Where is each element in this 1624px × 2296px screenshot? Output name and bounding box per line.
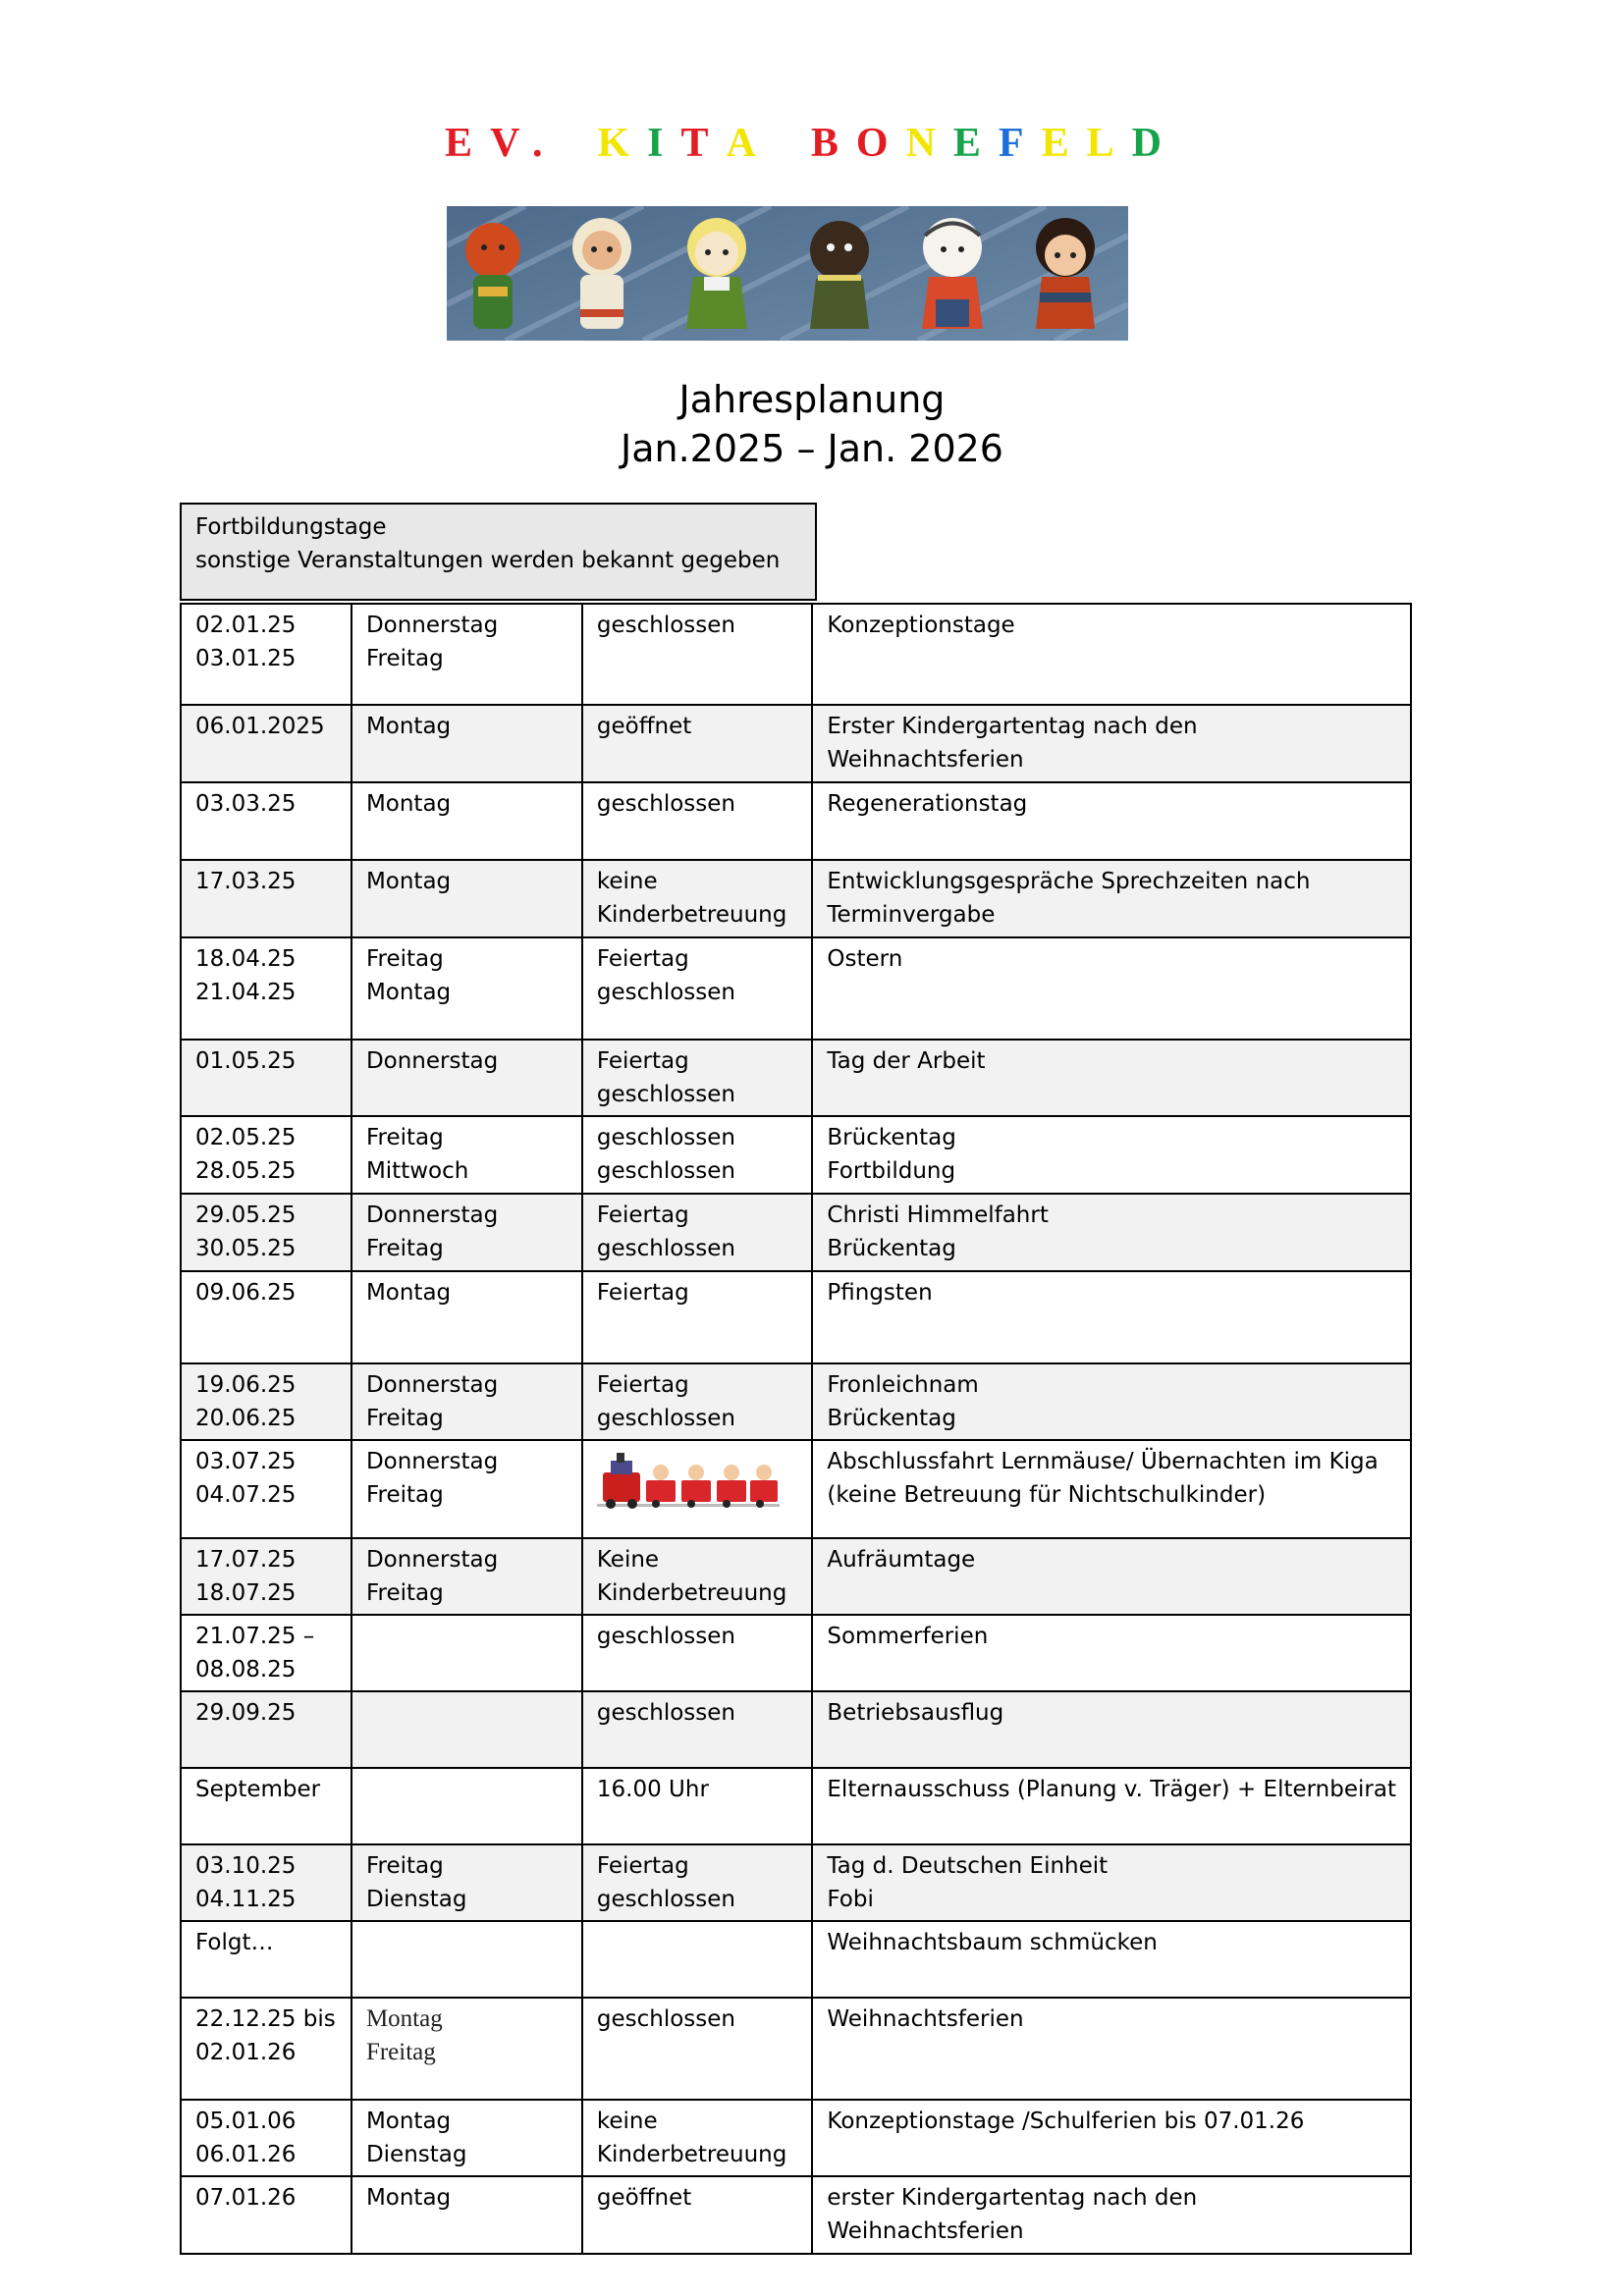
kita-title-letter: O xyxy=(855,121,906,166)
date-cell-line: 03.03.25 xyxy=(195,791,297,817)
description-cell xyxy=(812,1040,1411,1116)
date-cell-line: 01.05.25 xyxy=(195,1048,297,1074)
description-cell xyxy=(812,2100,1411,2176)
date-cell-line: 02.01.26 xyxy=(195,2040,297,2065)
status-cell xyxy=(582,1844,813,1921)
status-cell-line: Feiertag xyxy=(596,946,689,972)
status-cell xyxy=(582,1194,813,1271)
description-cell-line: Konzeptionstage xyxy=(827,613,1015,638)
status-cell xyxy=(582,1116,813,1194)
status-cell-line: geschlossen xyxy=(596,1125,735,1150)
weekday-cell xyxy=(352,1844,582,1921)
kita-title-letter: V. xyxy=(490,121,561,166)
kita-title-letter: L xyxy=(1086,121,1132,166)
weekday-cell-line: Donnerstag xyxy=(365,1372,499,1398)
description-cell-line: Brückentag xyxy=(827,1236,956,1261)
date-cell xyxy=(181,1844,352,1921)
table-row xyxy=(181,2176,1411,2254)
kita-title-letter: T xyxy=(680,121,727,166)
date-cell-line: Folgt… xyxy=(195,1930,274,1955)
description-cell-line: Abschlussfahrt Lernmäuse/ Übernachten im Kiga xyxy=(827,1449,1379,1474)
date-cell-line: September xyxy=(195,1777,321,1802)
description-cell-line: Sommerferien xyxy=(827,1624,989,1649)
date-cell-line: 03.10.25 xyxy=(195,1853,297,1879)
status-cell xyxy=(582,1440,813,1538)
date-cell xyxy=(181,705,352,782)
table-row xyxy=(181,1116,1411,1194)
date-cell-line: 07.01.26 xyxy=(195,2185,297,2211)
description-cell-line: Fortbildung xyxy=(827,1158,956,1184)
table-row xyxy=(181,1538,1411,1615)
description-cell xyxy=(812,860,1411,937)
status-cell-line: 16.00 Uhr xyxy=(596,1777,709,1802)
description-cell-line: Erster Kindergartentag nach den xyxy=(827,714,1198,739)
status-cell-line: geschlossen xyxy=(596,1700,735,1726)
table-row xyxy=(181,860,1411,937)
status-cell-line: keine xyxy=(596,2109,658,2134)
table-row xyxy=(181,1194,1411,1271)
date-cell xyxy=(181,1921,352,1998)
weekday-cell-line: Donnerstag xyxy=(365,1547,499,1573)
description-cell-line: Elternausschuss (Planung v. Träger) + Elternbeirat xyxy=(827,1777,1396,1802)
date-cell xyxy=(181,937,352,1040)
description-cell-line: Brückentag xyxy=(827,1125,956,1150)
kita-title-letter: F xyxy=(998,121,1042,166)
status-cell-line: Kinderbetreuung xyxy=(596,1580,787,1606)
description-cell xyxy=(812,1691,1411,1768)
kita-title-letter: E xyxy=(1041,121,1087,166)
status-cell-line: geschlossen xyxy=(596,613,735,638)
date-cell xyxy=(181,1538,352,1615)
date-cell-line: 03.07.25 xyxy=(195,1449,297,1474)
table-row xyxy=(181,604,1411,705)
table-row xyxy=(181,1440,1411,1538)
weekday-cell xyxy=(352,782,582,860)
date-cell-line: 02.05.25 xyxy=(195,1125,297,1150)
weekday-cell-line: Freitag xyxy=(365,1125,444,1150)
description-cell xyxy=(812,1440,1411,1538)
kita-title-letter: N xyxy=(905,121,953,166)
date-cell-line: 30.05.25 xyxy=(195,1236,297,1261)
kita-title-letter: D xyxy=(1131,121,1179,166)
weekday-cell-line: Montag xyxy=(365,714,452,739)
description-cell-line: Fronleichnam xyxy=(827,1372,979,1398)
date-cell xyxy=(181,1768,352,1844)
date-cell-line: 05.01.06 xyxy=(195,2109,297,2134)
status-cell-line: geschlossen xyxy=(596,1236,735,1261)
date-cell xyxy=(181,1691,352,1768)
table-row xyxy=(181,782,1411,860)
weekday-cell-line: Montag xyxy=(365,791,452,817)
status-cell-line: geschlossen xyxy=(596,1406,735,1431)
status-cell-line: geschlossen xyxy=(596,1887,735,1912)
date-cell xyxy=(181,860,352,937)
date-cell-line: 17.07.25 xyxy=(195,1547,297,1573)
date-cell-line: 04.11.25 xyxy=(195,1887,297,1912)
intro-line-1: Fortbildungstage xyxy=(195,514,387,540)
weekday-cell-line: Freitag xyxy=(365,1580,444,1606)
date-cell-line: 08.08.25 xyxy=(195,1657,297,1682)
kita-title-letter: I xyxy=(647,121,681,166)
status-cell-line: Feiertag xyxy=(596,1853,689,1879)
weekday-cell-line: Donnerstag xyxy=(365,1449,499,1474)
description-cell-line: Weihnachtsferien xyxy=(827,2218,1024,2244)
date-cell-line: 06.01.2025 xyxy=(195,714,325,739)
status-cell xyxy=(582,1363,813,1440)
train-illustration xyxy=(597,1451,780,1512)
date-cell xyxy=(181,782,352,860)
description-cell-line: Christi Himmelfahrt xyxy=(827,1202,1049,1228)
date-cell-line: 09.06.25 xyxy=(195,1280,297,1306)
weekday-cell xyxy=(352,1998,582,2100)
table-row xyxy=(181,1040,1411,1116)
table-row xyxy=(181,937,1411,1040)
description-cell xyxy=(812,1998,1411,2100)
status-cell-line: geschlossen xyxy=(596,791,735,817)
weekday-cell xyxy=(352,1768,582,1844)
status-cell xyxy=(582,937,813,1040)
date-cell-line: 22.12.25 bis xyxy=(195,2006,336,2032)
date-cell-line: 04.07.25 xyxy=(195,1482,297,1508)
weekday-cell xyxy=(352,1271,582,1363)
description-cell-line: Weihnachtsbaum schmücken xyxy=(827,1930,1158,1955)
status-cell-line: Feiertag xyxy=(596,1202,689,1228)
table-row xyxy=(181,1998,1411,2100)
status-cell-line: geschlossen xyxy=(596,1158,735,1184)
table-row xyxy=(181,1615,1411,1691)
date-cell-line: 21.04.25 xyxy=(195,980,297,1005)
kita-title-letter: B xyxy=(810,121,856,166)
description-cell xyxy=(812,1116,1411,1194)
date-cell xyxy=(181,1194,352,1271)
date-cell-line: 20.06.25 xyxy=(195,1406,297,1431)
table-row xyxy=(181,1363,1411,1440)
kita-title-letter: E xyxy=(952,121,999,166)
description-cell xyxy=(812,1615,1411,1691)
date-cell xyxy=(181,2100,352,2176)
status-cell xyxy=(582,1921,813,1998)
status-cell xyxy=(582,2100,813,2176)
status-cell-line: geschlossen xyxy=(596,1624,735,1649)
description-cell-line: Weihnachtsferien xyxy=(827,747,1024,773)
status-cell xyxy=(582,860,813,937)
status-cell xyxy=(582,1768,813,1844)
date-cell-line: 21.07.25 – xyxy=(195,1624,315,1649)
description-cell-line: Weihnachtsferien xyxy=(827,2006,1024,2032)
description-cell-line: Konzeptionstage /Schulferien bis 07.01.26 xyxy=(827,2109,1305,2134)
schedule-table xyxy=(180,603,1412,2255)
heading-period: Jan.2025 – Jan. 2026 xyxy=(621,427,1003,470)
status-cell-line: Feiertag xyxy=(596,1372,689,1398)
status-cell-line: geschlossen xyxy=(596,2006,735,2032)
status-cell-line: geschlossen xyxy=(596,980,735,1005)
heading-title: Jahresplanung xyxy=(678,378,946,421)
table-row xyxy=(181,1691,1411,1768)
status-cell-line: Feiertag xyxy=(596,1048,689,1074)
date-cell xyxy=(181,1998,352,2100)
weekday-cell-line: Freitag xyxy=(365,946,444,972)
description-cell-line: Fobi xyxy=(827,1887,874,1912)
date-cell-line: 29.05.25 xyxy=(195,1202,297,1228)
description-cell xyxy=(812,1194,1411,1271)
status-cell xyxy=(582,1040,813,1116)
status-cell xyxy=(582,1998,813,2100)
weekday-cell-line: Montag xyxy=(365,869,452,894)
description-cell xyxy=(812,937,1411,1040)
status-cell-line: geschlossen xyxy=(596,1082,735,1107)
weekday-cell-line: Dienstag xyxy=(365,1887,467,1912)
intro-line-2: sonstige Veranstaltungen werden bekannt gegeben xyxy=(195,548,781,573)
date-cell xyxy=(181,1040,352,1116)
status-cell-line: Keine xyxy=(596,1547,660,1573)
page-heading xyxy=(0,375,1624,473)
description-cell-line: (keine Betreuung für Nichtschulkinder) xyxy=(827,1482,1267,1508)
description-cell-line: Tag der Arbeit xyxy=(827,1048,986,1074)
table-row xyxy=(181,2100,1411,2176)
date-cell-line: 18.04.25 xyxy=(195,946,297,972)
description-cell-line: Pfingsten xyxy=(827,1280,933,1306)
status-cell-line: Kinderbetreuung xyxy=(596,2142,787,2167)
status-cell xyxy=(582,782,813,860)
date-cell-line: 17.03.25 xyxy=(195,869,297,894)
date-cell-line: 06.01.26 xyxy=(195,2142,297,2167)
description-cell-line: Regenerationstag xyxy=(827,791,1028,817)
description-cell xyxy=(812,2176,1411,2254)
date-cell xyxy=(181,1116,352,1194)
status-cell xyxy=(582,1538,813,1615)
weekday-cell xyxy=(352,705,582,782)
description-cell xyxy=(812,1271,1411,1363)
weekday-cell xyxy=(352,1040,582,1116)
date-cell xyxy=(181,1440,352,1538)
weekday-cell-line: Dienstag xyxy=(365,2142,467,2167)
description-cell xyxy=(812,1538,1411,1615)
weekday-cell xyxy=(352,2176,582,2254)
status-cell xyxy=(582,1691,813,1768)
kita-title xyxy=(0,120,1624,167)
description-cell-line: Brückentag xyxy=(827,1406,956,1431)
status-cell-line: geöffnet xyxy=(596,714,692,739)
weekday-cell-line: Freitag xyxy=(365,1406,444,1431)
weekday-cell-line: Montag xyxy=(365,2005,443,2032)
date-cell-line: 02.01.25 xyxy=(195,613,297,638)
table-row xyxy=(181,705,1411,782)
table-row xyxy=(181,1271,1411,1363)
weekday-cell-line: Montag xyxy=(365,2185,452,2211)
status-cell-line: Kinderbetreuung xyxy=(596,902,787,928)
date-cell xyxy=(181,1271,352,1363)
description-cell xyxy=(812,1768,1411,1844)
date-cell xyxy=(181,1615,352,1691)
intro-box xyxy=(180,503,817,601)
description-cell-line: Tag d. Deutschen Einheit xyxy=(827,1853,1109,1879)
description-cell-line: Betriebsausflug xyxy=(827,1700,1004,1726)
description-cell xyxy=(812,1363,1411,1440)
description-cell xyxy=(812,1844,1411,1921)
description-cell-line: Ostern xyxy=(827,946,903,972)
status-cell-line: keine xyxy=(596,869,658,894)
weekday-cell-line: Freitag xyxy=(365,2039,436,2065)
weekday-cell xyxy=(352,1440,582,1538)
kita-title-letter: K xyxy=(597,121,648,166)
weekday-cell xyxy=(352,860,582,937)
weekday-cell xyxy=(352,1615,582,1691)
weekday-cell xyxy=(352,1363,582,1440)
weekday-cell xyxy=(352,937,582,1040)
status-cell-line: geöffnet xyxy=(596,2185,692,2211)
weekday-cell-line: Donnerstag xyxy=(365,613,499,638)
weekday-cell-line: Freitag xyxy=(365,1236,444,1261)
weekday-cell xyxy=(352,2100,582,2176)
description-cell-line: Entwicklungsgespräche Sprechzeiten nach xyxy=(827,869,1311,894)
date-cell-line: 19.06.25 xyxy=(195,1372,297,1398)
status-cell xyxy=(582,705,813,782)
weekday-cell-line: Freitag xyxy=(365,1853,444,1879)
weekday-cell-line: Montag xyxy=(365,1280,452,1306)
description-cell xyxy=(812,705,1411,782)
children-banner-image xyxy=(447,206,1128,341)
status-cell xyxy=(582,1271,813,1363)
description-cell xyxy=(812,604,1411,705)
date-cell xyxy=(181,2176,352,2254)
weekday-cell xyxy=(352,1116,582,1194)
weekday-cell-line: Montag xyxy=(365,2109,452,2134)
date-cell-line: 03.01.25 xyxy=(195,646,297,671)
date-cell-line: 29.09.25 xyxy=(195,1700,297,1726)
weekday-cell xyxy=(352,1691,582,1768)
date-cell xyxy=(181,1363,352,1440)
description-cell xyxy=(812,782,1411,860)
table-row xyxy=(181,1768,1411,1844)
kita-title-letter xyxy=(774,120,811,167)
table-row xyxy=(181,1921,1411,1998)
description-cell-line: Aufräumtage xyxy=(827,1547,976,1573)
weekday-cell xyxy=(352,1538,582,1615)
weekday-cell xyxy=(352,1921,582,1998)
status-cell xyxy=(582,2176,813,2254)
weekday-cell-line: Freitag xyxy=(365,1482,444,1508)
date-cell xyxy=(181,604,352,705)
description-cell-line: erster Kindergartentag nach den xyxy=(827,2185,1198,2211)
date-cell-line: 18.07.25 xyxy=(195,1580,297,1606)
weekday-cell-line: Mittwoch xyxy=(365,1158,469,1184)
weekday-cell xyxy=(352,1194,582,1271)
kita-title-letter: A xyxy=(726,121,774,166)
status-cell-line: Feiertag xyxy=(596,1280,689,1306)
table-row xyxy=(181,1844,1411,1921)
description-cell-line: Terminvergabe xyxy=(827,902,996,928)
kita-title-letter xyxy=(560,120,597,167)
date-cell-line: 28.05.25 xyxy=(195,1158,297,1184)
kita-title-letter: E xyxy=(445,121,491,166)
weekday-cell-line: Montag xyxy=(365,980,452,1005)
weekday-cell-line: Donnerstag xyxy=(365,1202,499,1228)
description-cell xyxy=(812,1921,1411,1998)
status-cell xyxy=(582,604,813,705)
weekday-cell xyxy=(352,604,582,705)
status-cell xyxy=(582,1615,813,1691)
weekday-cell-line: Donnerstag xyxy=(365,1048,499,1074)
weekday-cell-line: Freitag xyxy=(365,646,444,671)
